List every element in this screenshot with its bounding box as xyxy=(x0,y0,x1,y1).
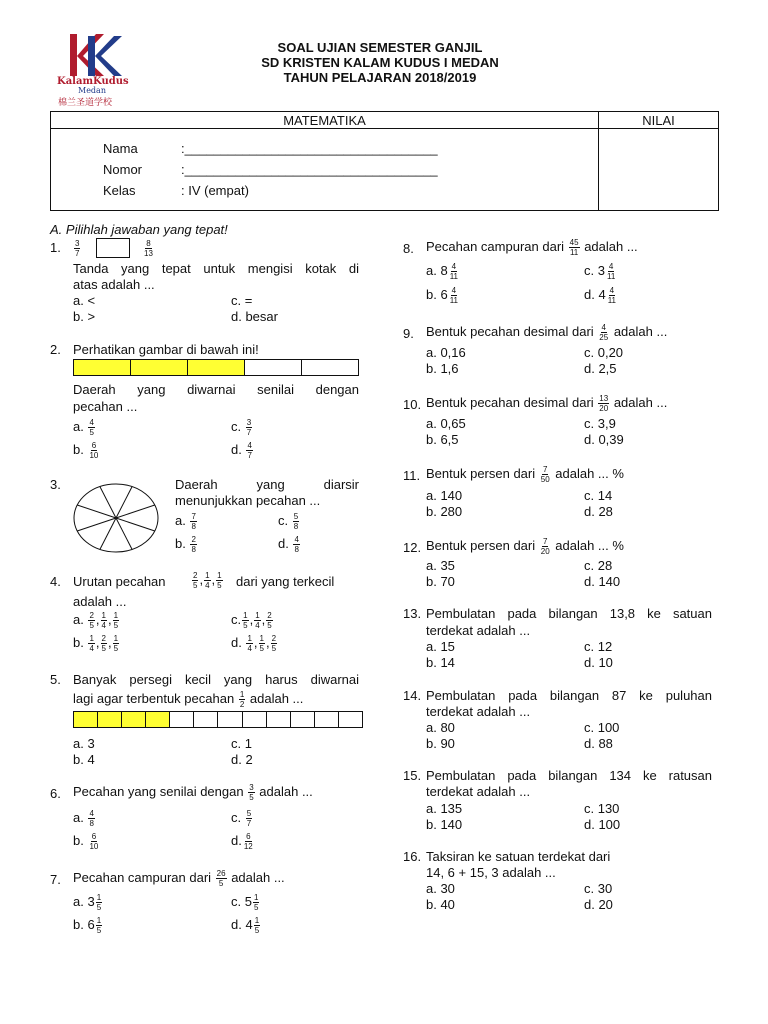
q6-option-c[interactable]: c. $\frac{5}{7}$ xyxy=(231,809,252,828)
q5-number: 5. xyxy=(50,672,61,687)
fraction xyxy=(204,571,210,590)
q2-number: 2. xyxy=(50,342,61,357)
q11-text: Bentuk persen dari $\frac{7}{50}$ adalah ... % xyxy=(426,465,624,484)
kelas-label: Kelas xyxy=(103,183,136,198)
q2-bar-cell xyxy=(188,360,245,375)
fraction-numerator: 1 xyxy=(101,611,106,620)
fraction xyxy=(113,611,119,630)
q3-option-c[interactable]: c. $\frac{5}{8}$ xyxy=(278,512,299,531)
fraction-denominator: 5 xyxy=(267,621,272,630)
q8-option-a[interactable]: a. 8 $\frac{4}{11}$ xyxy=(426,262,458,281)
q5-grid-square xyxy=(74,712,98,727)
q16-option-b[interactable]: b. 40 xyxy=(426,897,455,912)
fraction-denominator: 5 xyxy=(193,581,198,590)
q13-text-1: Pembulatan pada bilangan 13,8 ke satuan xyxy=(426,606,712,621)
fraction xyxy=(216,571,222,590)
q13-option-d[interactable]: d. 10 xyxy=(584,655,613,670)
fraction-numerator: 1 xyxy=(89,634,94,643)
q6-option-d[interactable]: d. $\frac{6}{12}$ xyxy=(231,832,253,851)
q15-option-a[interactable]: a. 135 xyxy=(426,801,463,816)
q15-option-b[interactable]: b. 140 xyxy=(426,817,463,832)
q5-grid-square xyxy=(339,712,362,727)
fraction xyxy=(101,634,107,653)
fraction-numerator: 1 xyxy=(259,634,264,643)
q5-text-1: Banyak persegi kecil yang harus diwarnai xyxy=(73,672,359,687)
q9-option-a[interactable]: a. 0,16 xyxy=(426,345,466,360)
student-info-table xyxy=(50,111,719,211)
q4-option-a[interactable]: a. $\frac{2}{5}$ , $\frac{1}{4}$ , $\frac{1}{5}$ xyxy=(73,611,119,630)
q5-grid-square xyxy=(146,712,170,727)
fraction-separator: , xyxy=(199,571,204,587)
q1-option-c[interactable]: c. = xyxy=(231,293,253,308)
q3-text-2: menunjukkan pecahan ... xyxy=(175,493,321,508)
nomor-field[interactable]: :___________________________________ xyxy=(181,162,438,177)
fraction-denominator: 5 xyxy=(217,581,222,590)
q10-option-a[interactable]: a. 0,65 xyxy=(426,416,466,431)
fraction-numerator: 2 xyxy=(267,611,272,620)
q9-option-b[interactable]: b. 1,6 xyxy=(426,361,459,376)
fraction-numerator: 1 xyxy=(205,571,210,580)
fraction xyxy=(88,634,94,653)
q1-number: 1. xyxy=(50,240,61,255)
q2-bar-cell xyxy=(302,360,358,375)
q12-option-b[interactable]: b. 70 xyxy=(426,574,455,589)
fraction-separator: , xyxy=(108,611,112,627)
fraction-numerator: 1 xyxy=(217,571,222,580)
q6-number: 6. xyxy=(50,786,61,801)
q15-number: 15. xyxy=(403,768,422,783)
q4-text-a: Urutan pecahan xyxy=(73,574,166,589)
q8-option-b[interactable]: b. 6 $\frac{4}{11}$ xyxy=(426,286,458,305)
header-line-1: SOAL UJIAN SEMESTER GANJIL xyxy=(277,40,483,55)
header-line-2: SD KRISTEN KALAM KUDUS I MEDAN xyxy=(261,55,499,70)
q2-option-c[interactable]: c. $\frac{3}{7}$ xyxy=(231,418,252,437)
q13-number: 13. xyxy=(403,606,422,621)
fraction-denominator: 5 xyxy=(243,621,248,630)
fraction-separator: , xyxy=(249,611,254,627)
q1-option-d[interactable]: d. besar xyxy=(231,309,278,324)
q9-option-c[interactable]: c. 0,20 xyxy=(584,345,624,360)
fraction xyxy=(259,634,265,653)
q5-option-a[interactable]: a. 3 xyxy=(73,736,95,751)
q2-bar-cell xyxy=(131,360,188,375)
q6-option-a[interactable]: a. $\frac{4}{8}$ xyxy=(73,809,94,828)
q15-text-2: terdekat adalah ... xyxy=(426,784,531,799)
fraction-denominator: 5 xyxy=(113,621,119,630)
fraction xyxy=(254,611,260,630)
q5-grid-square xyxy=(170,712,194,727)
q4-option-d[interactable]: d. $\frac{1}{4}$ , $\frac{1}{5}$ , $\frac{2}{5}$ xyxy=(231,634,277,653)
fraction-separator: , xyxy=(95,634,100,650)
q3-number: 3. xyxy=(50,477,61,492)
fraction-numerator: 2 xyxy=(271,634,277,643)
q5-grid-square xyxy=(267,712,291,727)
fraction xyxy=(192,571,198,590)
q12-option-d[interactable]: d. 140 xyxy=(584,574,621,589)
q2-option-b[interactable]: b. $\frac{6}{10}$ xyxy=(73,441,99,460)
q1-fraction-right: $\frac{8}{13}$ xyxy=(144,239,153,258)
logo-chinese: 棉兰圣道学校 xyxy=(58,97,113,107)
q14-option-b[interactable]: b. 90 xyxy=(426,736,455,751)
q5-square-grid xyxy=(73,711,363,728)
q12-text: Bentuk persen dari $\frac{7}{20}$ adalah ... % xyxy=(426,537,624,556)
q5-grid-square xyxy=(291,712,315,727)
fraction-numerator: 1 xyxy=(113,634,119,643)
q16-text-2: 14, 6 + 15, 3 adalah ... xyxy=(426,865,556,880)
q1-answer-box xyxy=(96,238,130,258)
q6-text: Pecahan yang senilai dengan $\frac{3}{5}$ adalah ... xyxy=(73,783,313,802)
q1-text-2: atas adalah ... xyxy=(73,277,155,292)
q4-text-b: dari yang terkecil xyxy=(236,574,335,589)
fraction xyxy=(88,611,94,630)
q13-option-a[interactable]: a. 15 xyxy=(426,639,455,654)
q3-circle-diagram xyxy=(72,482,160,554)
q10-text: Bentuk pecahan desimal dari $\frac{13}{20}$ adalah ... xyxy=(426,394,668,413)
q5-grid-square xyxy=(98,712,122,727)
logo-city: Medan xyxy=(78,86,106,95)
fraction-denominator: 5 xyxy=(259,644,264,653)
subject-cell: MATEMATIKA xyxy=(51,112,599,129)
section-instruction: A. Pilihlah jawaban yang tepat! xyxy=(50,222,228,237)
q5-grid-square xyxy=(218,712,242,727)
q14-text-2: terdekat adalah ... xyxy=(426,704,531,719)
fraction-denominator: 4 xyxy=(255,621,260,630)
fraction xyxy=(246,634,252,653)
q7-option-c[interactable]: c. 5 $\frac{1}{5}$ xyxy=(231,893,259,912)
q2-text-2: Daerah yang diwarnai senilai dengan xyxy=(73,382,359,397)
q1-fraction-left: $\frac{3}{7}$ xyxy=(75,239,80,258)
q16-text-1: Taksiran ke satuan terdekat dari xyxy=(426,849,611,864)
fraction-separator: , xyxy=(261,611,266,627)
q5-grid-square xyxy=(315,712,339,727)
q14-option-d[interactable]: d. 88 xyxy=(584,736,613,751)
q3-option-b[interactable]: b. $\frac{2}{8}$ xyxy=(175,535,196,554)
q4-option-b[interactable]: b. $\frac{1}{4}$ , $\frac{2}{5}$ , $\frac{1}{5}$ xyxy=(73,634,119,653)
fraction-numerator: 1 xyxy=(243,611,248,620)
nama-field[interactable]: :___________________________________ xyxy=(181,141,438,156)
fraction-denominator: 5 xyxy=(113,644,119,653)
fraction-denominator: 4 xyxy=(101,621,106,630)
score-box[interactable] xyxy=(599,129,719,211)
q10-number: 10. xyxy=(403,397,422,412)
q16-option-a[interactable]: a. 30 xyxy=(426,881,455,896)
q7-option-a[interactable]: a. 3 $\frac{1}{5}$ xyxy=(73,893,102,912)
fraction-separator: , xyxy=(108,634,112,650)
q11-option-b[interactable]: b. 280 xyxy=(426,504,463,519)
header-line-3: TAHUN PELAJARAN 2018/2019 xyxy=(283,70,477,85)
q3-option-d[interactable]: d. $\frac{4}{8}$ xyxy=(278,535,299,554)
q9-option-d[interactable]: d. 2,5 xyxy=(584,361,617,376)
q12-option-c[interactable]: c. 28 xyxy=(584,558,613,573)
q11-option-c[interactable]: c. 14 xyxy=(584,488,613,503)
q12-number: 12. xyxy=(403,540,422,555)
q8-text: Pecahan campuran dari $\frac{45}{11}$ adalah ... xyxy=(426,238,638,257)
fraction-numerator: 1 xyxy=(255,611,260,620)
fraction xyxy=(101,611,107,630)
fraction-numerator: 2 xyxy=(101,634,106,643)
q13-option-c[interactable]: c. 12 xyxy=(584,639,613,654)
logo-name: KalamKudus xyxy=(57,76,129,87)
q8-option-d[interactable]: d. 4 $\frac{4}{11}$ xyxy=(584,286,616,305)
q5-grid-square xyxy=(194,712,218,727)
q2-bar-cell xyxy=(245,360,302,375)
fraction-denominator: 5 xyxy=(89,621,94,630)
school-logo-icon xyxy=(66,32,126,82)
fraction-numerator: 2 xyxy=(193,571,198,580)
q11-option-a[interactable]: a. 140 xyxy=(426,488,463,503)
q5-text-2: lagi agar terbentuk pecahan $\frac{1}{2}$ adalah ... xyxy=(73,690,304,709)
q13-text-2: terdekat adalah ... xyxy=(426,623,531,638)
q4-fraction-list xyxy=(191,571,224,590)
fraction-separator: , xyxy=(253,634,258,650)
student-fields-cell xyxy=(51,129,599,211)
fraction-separator: , xyxy=(266,634,270,650)
q7-text: Pecahan campuran dari $\frac{26}{5}$ adalah ... xyxy=(73,869,285,888)
fraction-denominator: 4 xyxy=(247,644,252,653)
q13-option-b[interactable]: b. 14 xyxy=(426,655,455,670)
q10-option-c[interactable]: c. 3,9 xyxy=(584,416,616,431)
q16-option-d[interactable]: d. 20 xyxy=(584,897,613,912)
q14-option-a[interactable]: a. 80 xyxy=(426,720,455,735)
fraction-denominator: 5 xyxy=(271,644,277,653)
q2-option-d[interactable]: d. $\frac{4}{7}$ xyxy=(231,441,252,460)
q9-number: 9. xyxy=(403,326,414,341)
fraction-denominator: 5 xyxy=(101,644,106,653)
q5-grid-square xyxy=(122,712,146,727)
fraction-separator: , xyxy=(211,571,216,587)
q8-option-c[interactable]: c. 3 $\frac{4}{11}$ xyxy=(584,262,616,281)
fraction-numerator: 1 xyxy=(247,634,252,643)
fraction xyxy=(266,611,272,630)
q14-text-1: Pembulatan pada bilangan 87 ke puluhan xyxy=(426,688,712,703)
q4-text-2: adalah ... xyxy=(73,594,127,609)
q9-text: Bentuk pecahan desimal dari $\frac{4}{25}$ adalah ... xyxy=(426,323,668,342)
q8-number: 8. xyxy=(403,241,414,256)
q7-option-d[interactable]: d. 4 $\frac{1}{5}$ xyxy=(231,916,260,935)
q12-option-a[interactable]: a. 35 xyxy=(426,558,455,573)
kelas-value: : IV (empat) xyxy=(181,183,249,198)
q5-option-c[interactable]: c. 1 xyxy=(231,736,252,751)
fraction-separator: , xyxy=(95,611,100,627)
q4-number: 4. xyxy=(50,574,61,589)
nomor-label: Nomor xyxy=(103,162,143,177)
q14-option-c[interactable]: c. 100 xyxy=(584,720,620,735)
q3-text-1: Daerah yang diarsir xyxy=(175,477,359,492)
q15-text-1: Pembulatan pada bilangan 134 ke ratusan xyxy=(426,768,712,783)
q2-text-3: pecahan ... xyxy=(73,399,138,414)
fraction xyxy=(242,611,248,630)
fraction-numerator: 2 xyxy=(89,611,94,620)
q2-bar-cell xyxy=(74,360,131,375)
q11-number: 11. xyxy=(403,468,421,483)
q1-text-1: Tanda yang tepat untuk mengisi kotak di xyxy=(73,261,359,276)
fraction xyxy=(271,634,277,653)
q2-option-a[interactable]: a. $\frac{4}{5}$ xyxy=(73,418,94,437)
fraction xyxy=(113,634,119,653)
q11-option-d[interactable]: d. 28 xyxy=(584,504,613,519)
score-label-cell: NILAI xyxy=(599,112,719,129)
q10-option-b[interactable]: b. 6,5 xyxy=(426,432,459,447)
q5-option-b[interactable]: b. 4 xyxy=(73,752,95,767)
q10-option-d[interactable]: d. 0,39 xyxy=(584,432,624,447)
q5-grid-square xyxy=(243,712,267,727)
q3-option-a[interactable]: a. $\frac{7}{8}$ xyxy=(175,512,196,531)
q7-option-b[interactable]: b. 6 $\frac{1}{5}$ xyxy=(73,916,102,935)
q7-number: 7. xyxy=(50,872,61,887)
fraction-denominator: 4 xyxy=(205,581,210,590)
q16-number: 16. xyxy=(403,849,422,864)
q15-option-c[interactable]: c. 130 xyxy=(584,801,620,816)
q16-option-c[interactable]: c. 30 xyxy=(584,881,613,896)
q2-fraction-bar xyxy=(73,359,359,376)
nama-label: Nama xyxy=(103,141,138,156)
q1-option-b[interactable]: b. > xyxy=(73,309,96,324)
q5-option-d[interactable]: d. 2 xyxy=(231,752,253,767)
q15-option-d[interactable]: d. 100 xyxy=(584,817,621,832)
q6-option-b[interactable]: b. $\frac{6}{10}$ xyxy=(73,832,99,851)
q2-text: Perhatikan gambar di bawah ini! xyxy=(73,342,259,357)
fraction-numerator: 1 xyxy=(113,611,119,620)
q1-option-a[interactable]: a. < xyxy=(73,293,96,308)
fraction-denominator: 4 xyxy=(89,644,94,653)
q4-option-c[interactable]: c. $\frac{1}{5}$ , $\frac{1}{4}$ , $\frac{2}{5}$ xyxy=(231,611,272,630)
q14-number: 14. xyxy=(403,688,422,703)
